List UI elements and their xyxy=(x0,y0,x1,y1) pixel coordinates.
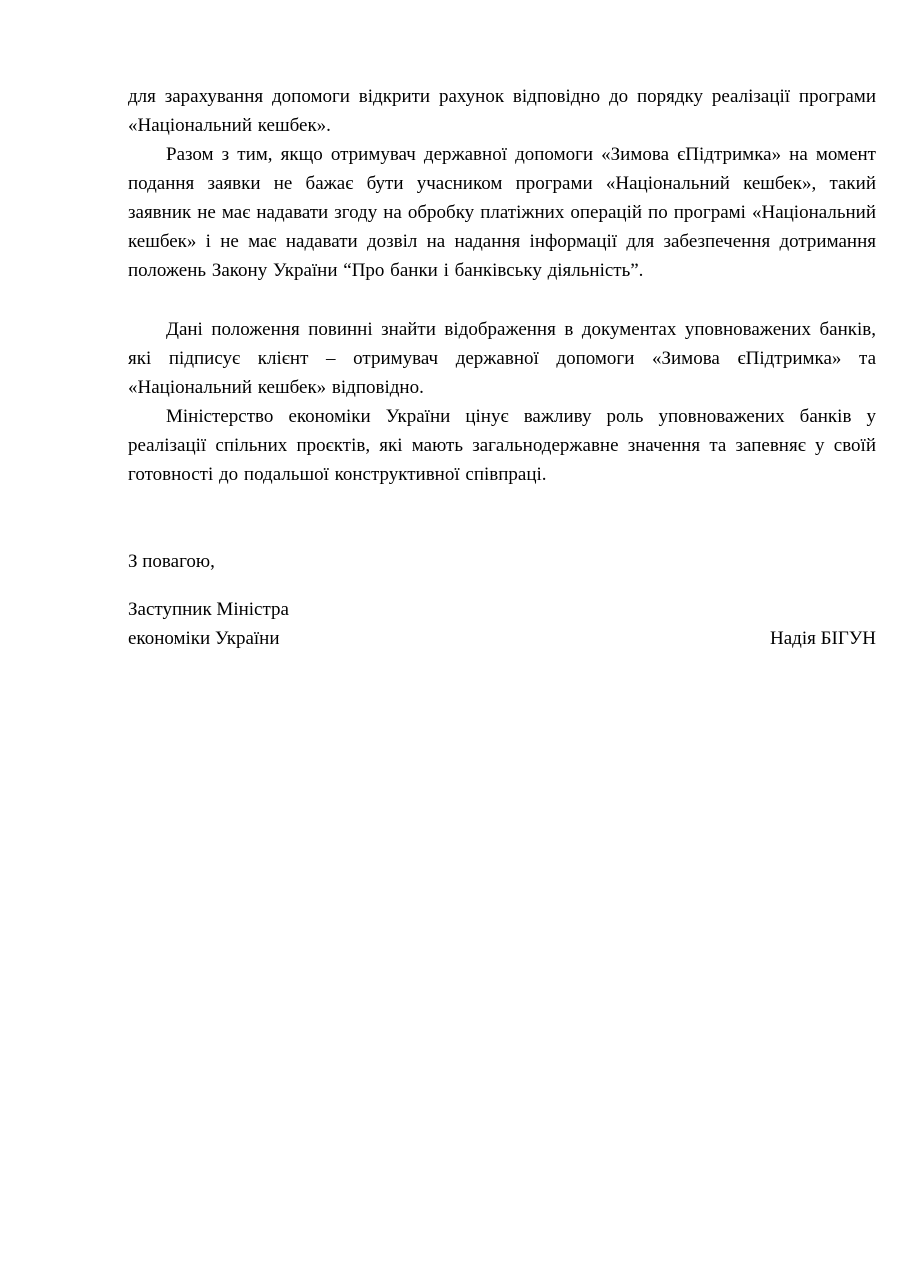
paragraph-dani-polozhennia: Дані положення повинні знайти відображення в документах уповноважених банків, які підписує клієнт – отримувач державної допомоги «Зимова єПідтримка» та «Національний кешбек» відповідно. xyxy=(128,319,876,398)
paragraph-continuation: для зарахування допомоги відкрити рахунок відповідно до порядку реалізації програми «Національний кешбек». xyxy=(128,86,876,136)
document-body xyxy=(128,82,876,653)
signer-name: Надія БІГУН xyxy=(770,628,876,649)
signature-block xyxy=(128,595,876,653)
signer-position-line1: Заступник Міністра xyxy=(128,599,289,620)
signer-position-line2: економіки України xyxy=(128,628,280,649)
paragraph-razom-z-tym: Разом з тим, якщо отримувач державної допомоги «Зимова єПідтримка» на момент подання заявки не бажає бути учасником програми «Національний кешбек», такий заявник не має надавати згоду на обробку платіжних операцій по програмі «Національний кешбек» і не має надавати дозвіл на надання інформації для забезпечення дотримання положень Закону України “Про банки і банківську діяльність”. xyxy=(128,144,876,281)
paragraph-ministerstvo: Міністерство економіки України цінує важливу роль уповноважених банків у реалізації спільних проєктів, які мають загальнодержавне значення та запевняє у своїй готовності до подальшої конструктивної співпраці. xyxy=(128,406,876,485)
signature-row xyxy=(128,624,876,653)
closing-salutation: З повагою, xyxy=(128,551,215,572)
